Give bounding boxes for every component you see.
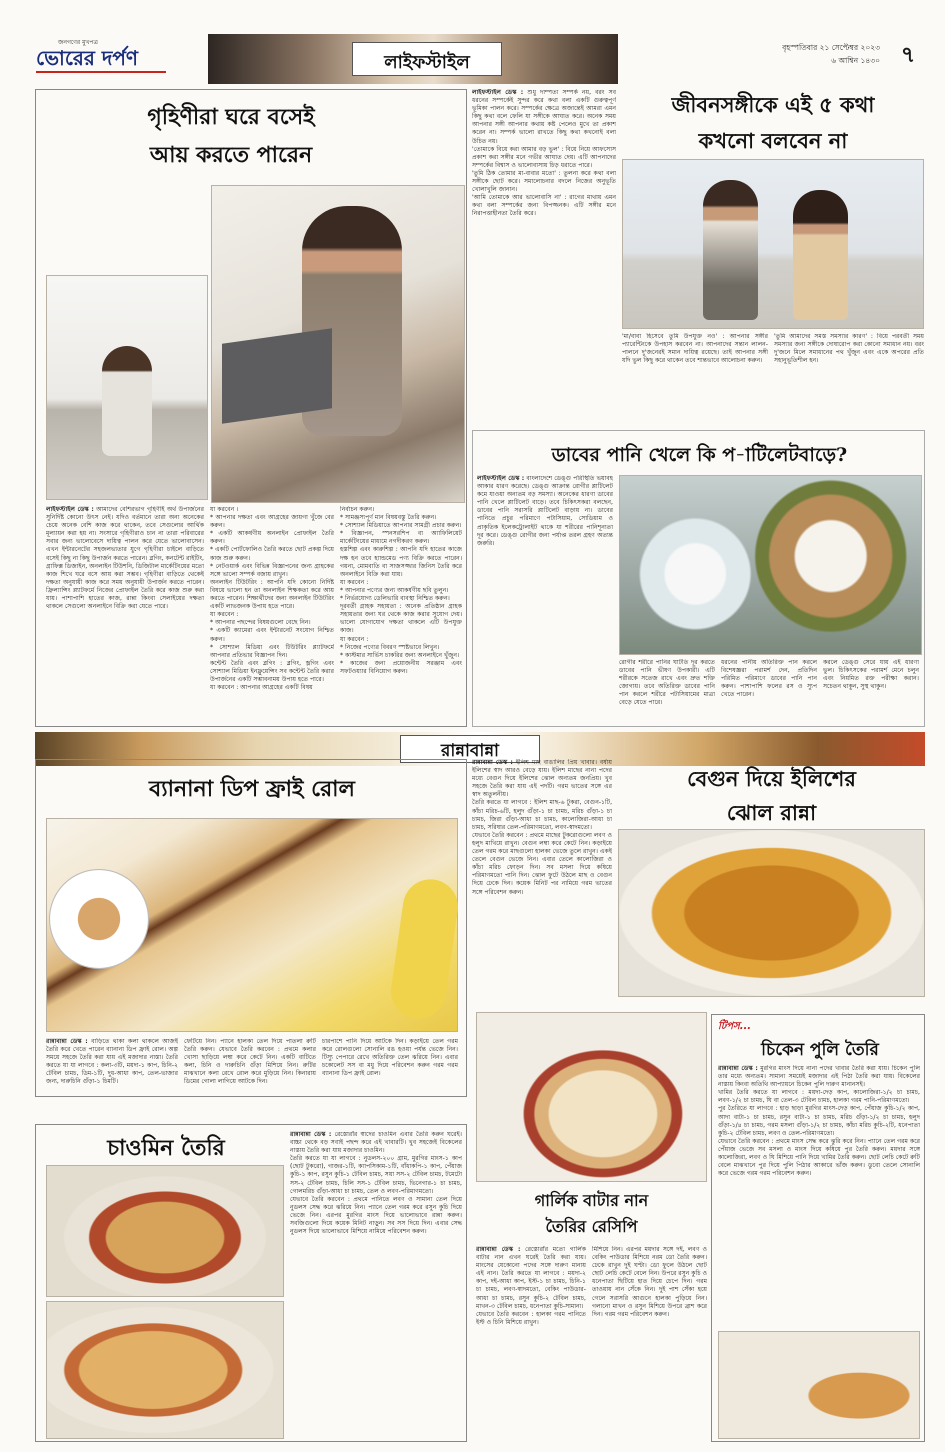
girl-figure (102, 346, 152, 456)
date-line-1: বৃহস্পতিবার ২১ সেপ্টেম্বর ২০২৩ (782, 43, 880, 52)
story-banana (35, 759, 467, 1097)
naan-photo (476, 1012, 707, 1182)
hilsa-headline-1: বেগুন দিয়ে ইলিশের (687, 766, 856, 791)
relationship-col1 (472, 89, 616, 419)
relationship-desk: লাইফস্টাইল ডেস্ক : (472, 89, 524, 96)
masthead-tagline: জনগণের মুখপত্র (58, 39, 98, 46)
coconut-col2: রোগীর শরীরে পানির ঘাটতি দূর করতে ডাবের পানি ভীষণ উপকারী। এটি শরীরকে সতেজ রাখে এবং দ্রুত শক্তি জোগায়। তবে অতিরিক্ত ডাবের পানি পান করলে শরীরে পটাসিয়ামের মাত্রা বেড়ে যেতে পারে। (619, 659, 715, 707)
income-col3: নির্বাচন করুন। * সামঞ্জস্যপূর্ণ মান বিষয়বস্তু তৈরি করুন। * সোশ্যাল মিডিয়াতে আপনার সামগ্রী প্রচার করুন। * বিজ্ঞাপন, স্পনসরশিপ বা অ্যাফিলিয়েট মার্কেটিংয়ের মাধ্যমে নগদীকরণ করুন। হস্তশিল্প এবং কারুশিল্প : আপনি যদি হাতের কাজে দক্ষ হন তবে হ্যান্ডমেড পণ্য বিক্রি করতে পারেন। গয়না, মোমবাতি বা সাজসজ্জার জিনিস তৈরি করে অনলাইনে বিক্রি করা যায়। যা করবেন : * আপনার পণ্যের জন্য আকর্ষণীয় ছবি তুলুন। * নির্ভরযোগ্য ডেলিভারি ব্যবস্থা নিশ্চিত করুন। দূরবর্তী গ্রাহক সহায়তা : অনেক প্রতিষ্ঠান গ্রাহক সহায়তার জন্য ঘর থেকে কাজ করার সুযোগ দেয়। ভালো যোগাযোগ দক্ষতা থাকলে এটি উপযুক্ত কাজ। যা করবেন : * নিজের পণ্যের বিবরণ স্পষ্টভাবে লিখুন। * কাস্টমার সার্ভিস চাকরির জন্য অনলাইনে খুঁজুন। * কাজের জন্য প্রয়োজনীয় সরঞ্জাম এবং সফটওয়্যার বিনিয়োগ করুন। (340, 506, 462, 675)
income-col1 (46, 506, 204, 724)
coconut-col4: করলে ডেঙ্গু সেরে যায় এই ধারণা ভুল। চিকিৎসকের পরামর্শ মেনে চলুন এবং নিয়মিত রক্ত পরীক্ষা করান। সচেতন থাকুন, সুস্থ থাকুন। (823, 659, 919, 691)
tips-tag: টিপস... (718, 1021, 752, 1032)
banana-col2: ফেটিয়ে নিন। প্যানে হালকা তেল দিয়ে পাতলা রুটি তৈরি করুন। যেভাবে তৈরি করবেন : প্রথমে কলার খোসা ছাড়িয়ে লম্বা করে কেটে নিন। একটি বাটিতে কলা, চিনি ও দারুচিনি গুঁড়া মিশিয়ে নিন। রুটির মাঝখানে কলা রেখে রোল করে মুড়িয়ে নিন। কিনারায় ডিমের গোলা লাগিয়ে আটকে দিন। (184, 1038, 316, 1086)
banana-headline: ব্যানানা ডিপ ফ্রাই রোল (149, 776, 355, 802)
chowmein-headline: চাওমিন তৈরি (107, 1135, 225, 1161)
coconut-body: বাংলাদেশে ডেঙ্গু পরিস্থিতি ভয়াবহ আকার ধারণ করেছে। ডেঙ্গু আক্রান্ত রোগীর প্লাটিলেট কমে যাওয়া অন্যতম বড় সমস্যা। অনেকের ধারণা ডাবের পানি খেলে প্লাটিলেট বাড়ে। তবে চিকিৎসকরা বলছেন, ডাবের পানি সরাসরি প্লাটিলেট বাড়ায় না। ডাবের পানিতে প্রচুর পরিমাণে পটাসিয়াম, সোডিয়াম ও প্রাকৃতিক ইলেকট্রোলাইট থাকে যা শরীরের পানিশূন্যতা দূর করে। ডেঙ্গু রোগীর জন্য পর্যাপ্ত তরল গ্রহণ অত্যন্ত জরুরি। (477, 475, 613, 547)
relationship-headline-1: জীবনসঙ্গীকে এই ৫ কথা (671, 92, 875, 117)
naan-col2: মিশিয়ে নিন। এরপর ময়দার সঙ্গে দই, লবণ ও বেকিং পাউডার মিশিয়ে নরম ডো তৈরি করুন। ঢেকে রাখুন দুই ঘণ্টা। ডো ফুলে উঠলে ছোট ছোট লেচি কেটে বেলে নিন। উপরে রসুন কুচি ও ধনেপাতা ছিটিয়ে হাত দিয়ে চেপে দিন। গরম তাওয়ায় নান সেঁকে নিন। দুই পাশ সেঁকা হয়ে গেলে সরাসরি আগুনে হালকা পুড়িয়ে নিন। গলানো মাখন ও রসুন মিশিয়ে উপরে ব্রাশ করে দিন। গরম গরম পরিবেশন করুন। (592, 1246, 707, 1318)
chowmein-photo-2 (46, 1301, 284, 1439)
coconut-col1 (477, 475, 613, 725)
coconut-desk: লাইফস্টাইল ডেস্ক : (477, 475, 525, 482)
masthead (0, 30, 945, 86)
chicken-puli-photo (718, 1331, 920, 1439)
income-body: আমাদের বেশিরভাগ গৃহিণীই অর্থ উপার্জনের সুনির্দিষ্ট কোনো উৎস নেই। যদিও বর্তমানে তারা অন্য অনেকের চেয়ে অনেক বেশি কাজ করে থাকেন, তবে সেগুলোর আর্থিক মূল্যায়ন করা হয় না। সংসারে গৃহিণীরাও চান না তারা পরিবারের সবার জন্য ভালোবেসে দায়িত্ব পালন করে যেতে ভালোবাসেন। এখন ইন্টারনেটের সহজলভ্যতার যুগে গৃহিণীরা চাইলে বাড়িতে বসেই কিছু না কিছু উপার্জন করতে পারেন। ব্লগিং, কনটেন্ট রাইটিং, গ্রাফিক্স ডিজাইন, অনলাইন টিউশনি, ডিজিটাল মার্কেটিংয়ের মতো কাজ শিখে ঘরে বসে আয় করা সম্ভব। গৃহিণীরা বাড়িতে থেকেই দক্ষতা অনুযায়ী কাজ করে সময় অনুযায়ী উপার্জন করতে পারেন। ফ্রিল্যান্সিং প্ল্যাটফর্মে নিজের প্রোফাইল তৈরি করে কাজ শুরু করা যায়। পাশাপাশি হাতের কাজ, রান্না কিংবা সেলাইয়ের দক্ষতা থাকলে সেগুলো অনলাইনে বিক্রি করা যেতে পারে। (46, 506, 204, 611)
hilsa-curry-photo (618, 829, 925, 997)
banana-body: বাড়িতে থাকা কলা থাকলে আজই তৈরি করে খেতে পারেন ব্যানানা ডিপ ফ্রাই রোল। অল্প সময়ে সহজে তৈরি করা যায় এই মজাদার নাস্তা। তৈরি করতে যা যা লাগবে : কলা-৩টি, ময়দা-১ কাপ, চিনি-২ টেবিল চামচ, ডিম-১টি, দুধ-আধা কাপ, তেল-ভাজার জন্য, দারুচিনি গুঁড়া-১ চিমটি। (46, 1038, 178, 1086)
hilsa-desk: রান্নাবান্না ডেস্ক : (472, 759, 513, 766)
story-chowmein (35, 1124, 467, 1442)
naan-col1 (476, 1246, 586, 1442)
logo-underline (36, 71, 166, 73)
girl-desk-photo (46, 275, 208, 500)
section-title: লাইফস্টাইল (384, 52, 470, 73)
banana-desk: রান্নাবান্না ডেস্ক : (46, 1038, 88, 1045)
naan-headline-1: গার্লিক বাটার নান (534, 1191, 649, 1210)
laptop (222, 328, 332, 423)
relationship-body: শুধু দাম্পত্য সম্পর্ক নয়, বরং সব ধরনের সম্পর্কেই সুন্দর করে কথা বলা একটি গুরুত্বপূর্ণ ভূমিকা পালন করে। সম্পর্কের ক্ষেত্রে অজান্তেই আমরা এমন কিছু কথা বলে ফেলি যা সঙ্গীকে আঘাত করে। অনেক সময় আপনার সঙ্গী আপনার কথায় কষ্ট পেলেও মুখে তা প্রকাশ করেন না। সম্পর্ক ভালো রাখতে কিছু কথা কখনোই বলা উচিত নয়। 'তোমাকে বিয়ে করা আমার বড় ভুল' : বিয়ে নিয়ে আফসোস প্রকাশ করা সঙ্গীর মনে গভীর আঘাত দেয়। এটি আপনাদের সম্পর্কের বিশ্বাস ও ভালোবাসায় চিড় ধরাতে পারে। 'তুমি ঠিক তোমার মা-বাবার মতো' : তুলনা করে কথা বলা সঙ্গীকে ছোট করে। সমালোচনার বদলে নিজের অনুভূতি খোলাখুলি জানান। 'আমি তোমাকে আর ভালোবাসি না' : রাগের মাথায় এমন কথা বলা সম্পর্কের জন্য বিপজ্জনক। এটি সঙ্গীর মনে নিরাপত্তাহীনতা তৈরি করে। (472, 89, 616, 218)
chowmein-col (290, 1131, 462, 1439)
coconut-headline: ডাবের পানি খেলে কি প-াটিলেটবাড়ে? (551, 444, 848, 466)
woman-figure-2 (793, 190, 848, 320)
ranna-title: রান্নাবান্না (441, 741, 499, 761)
inset-plate (49, 869, 149, 969)
story-income (35, 89, 467, 727)
story-coconut (472, 430, 925, 727)
banana-col1 (46, 1038, 178, 1096)
relationship-col3: 'তুমি আমাদের সমস্ত সমস্যার কারণ' : বিয়ে পরবর্তী সময় সমস্যার জন্য সঙ্গীকে দোষারোপ করা কোনো সমাধান নয়। বরং দু'জনে মিলে সমাধানের পথ খুঁজুন এবং একে অপরের প্রতি সহানুভূতিশীল হন। (774, 333, 924, 365)
chicken-desk: রান্নাবান্না ডেস্ক : (718, 1065, 758, 1072)
income-desk: লাইফস্টাইল ডেস্ক : (46, 506, 94, 513)
naan-desk: রান্নাবান্না ডেস্ক : (476, 1246, 521, 1253)
relationship-col2: 'মা/বাবা হিসেবে তুমি উপযুক্ত নও' : আপনার সঙ্গীর প্যারেন্টিংকে উপহাস করবেন না। আপনাদের সন্তান লালন-পালনে দু'জনেরই সমান দায়িত্ব রয়েছে। তাই আপনার সঙ্গী যদি ভুল কিছু করে থাকেন তবে শান্তভাবে আলোচনা করুন। (622, 333, 768, 365)
man-figure (703, 180, 758, 320)
paper-logo: ভোরের দর্পণ (36, 46, 138, 70)
chowmein-photo-1 (46, 1165, 284, 1297)
hilsa-headline-2: ঝোল রান্না (726, 800, 817, 825)
chicken-headline: চিকেন পুলি তৈরি (761, 1040, 879, 1060)
story-naan (472, 1012, 707, 1442)
relationship-headline-2: কখনো বলবেন না (698, 128, 848, 153)
woman-laptop-photo (211, 185, 465, 503)
story-hilsa (472, 759, 925, 999)
naan-body: রেস্তোরাঁর মতো গার্লিক বাটার নান এখন ঘরেই তৈরি করা যায়। মাংসের যেকোনো পদের সঙ্গে দারুণ মানায় এই নান। তৈরি করতে যা লাগবে : ময়দা-২ কাপ, দই-আধা কাপ, ইস্ট-১ চা চামচ, চিনি-১ চা চামচ, লবণ-স্বাদমতো, বেকিং পাউডার-আধা চা চামচ, রসুন কুচি-২ টেবিল চামচ, মাখন-৩ টেবিল চামচ, ধনেপাতা কুচি-সামান্য। যেভাবে তৈরি করবেন : হালকা গরম পানিতে ইস্ট ও চিনি মিশিয়ে রাখুন। (476, 1246, 586, 1326)
date-line-2: ৬ আশ্বিন ১৪৩০ (831, 56, 880, 65)
couple-photo (622, 159, 924, 329)
page-number: ৭ (900, 42, 916, 68)
chicken-col (718, 1065, 920, 1327)
banana-roll-photo (46, 818, 458, 1032)
income-headline-1: গৃহিণীরা ঘরে বসেই (147, 104, 315, 130)
chowmein-body: রেস্তোরাঁর স্বাদের চাওমিন এবার তৈরি করুন ঘরেই। বাচ্চা থেকে বড় সবাই পছন্দ করে এই খাবারটি। খুব সহজেই বিকেলের নাস্তায় তৈরি করা যায় মজাদার চাওমিন। তৈরি করতে যা যা লাগবে : নুডলস-২০০ গ্রাম, মুরগির মাংস-১ কাপ (ছোট টুকরো), গাজর-১টি, ক্যাপসিকাম-১টি, বাঁধাকপি-১ কাপ, পেঁয়াজ কুচি-১ কাপ, রসুন কুচি-১ টেবিল চামচ, সয়া সস-২ টেবিল চামচ, টমেটো সস-২ টেবিল চামচ, চিলি সস-১ টেবিল চামচ, ভিনেগার-১ চা চামচ, গোলমরিচ গুঁড়া-আধা চা চামচ, তেল ও লবণ-পরিমাণমতো। যেভাবে তৈরি করবেন : প্রথমে পানিতে লবণ ও সামান্য তেল দিয়ে নুডলস সেদ্ধ করে ঝরিয়ে নিন। প্যানে তেল গরম করে রসুন কুচি দিয়ে ভেজে নিন। এরপর মুরগির মাংস দিয়ে ভালোভাবে রান্না করুন। সবজিগুলো দিয়ে কয়েক মিনিট নাড়ুন। সব সস দিয়ে দিন। এবার সেদ্ধ নুডলস দিয়ে ভালোভাবে মিশিয়ে নামিয়ে পরিবেশন করুন। (290, 1131, 462, 1236)
story-chicken (711, 1014, 925, 1442)
story-relationship (472, 89, 924, 424)
chowmein-desk: রান্নাবান্না ডেস্ক : (290, 1131, 332, 1138)
banana-col3: চারপাশে পানি দিয়ে আটকে দিন। কড়াইয়ে তেল গরম করে রোলগুলো সোনালি রঙ হওয়া পর্যন্ত ভেজে নিন। টিস্যু পেপারে রেখে অতিরিক্ত তেল ঝরিয়ে নিন। এবার চকোলেট সস বা মধু দিয়ে পরিবেশন করুন গরম গরম ব্যানানা ডিপ ফ্রাই রোল। (322, 1038, 458, 1078)
hilsa-col (472, 759, 612, 997)
naan-headline-2: তৈরির রেসিপি (545, 1217, 638, 1236)
income-headline-2: আয় করতে পারেন (149, 142, 313, 168)
coconut-photo (619, 475, 922, 655)
income-col2: যা করবেন । * আপনার দক্ষতা এবং আগ্রহের জায়গা খুঁজে বের করুন। * একটি আকর্ষণীয় অনলাইন প্রোফাইল তৈরি করুন। * একটি পোর্টফোলিও তৈরি করতে ছোট প্রকল্প দিয়ে কাজ শুরু করুন। * নেটওয়ার্ক এবং বিভিন্ন বিজ্ঞাপনের জন্য গ্রাহকের সঙ্গে ভালো সম্পর্ক বজায় রাখুন। অনলাইন টিউটরিং : আপনি যদি কোনো নির্দিষ্ট বিষয়ে ভালো হন তা অনলাইন শিক্ষকতা করে আয় করতে পারেন। শিক্ষার্থীদের জন্য অনলাইন টিউটরিং একটি লাভজনক উপায় হতে পারে। যা করবেন : * আপনার পছন্দের বিষয়গুলো বেছে নিন। * একটি ক্যামেরা এবং ইন্টারনেট সংযোগ নিশ্চিত করুন। * সোশ্যাল মিডিয়া এবং টিউটরিং প্ল্যাটফর্মে আপনার প্রতিভার বিজ্ঞাপন দিন। কন্টেন্ট তৈরি এবং ব্লগিং : ব্লগিং, ভ্লগিং এবং সোশ্যাল মিডিয়া ইনফ্লুয়েন্সিং সব কন্টেন্ট তৈরি করার উপার্জনের একটি সম্ভাবনাময় উপায় হতে পারে। যা করবেন : আপনার আগ্রহের একটি বিষয় (210, 506, 334, 692)
coconut-col3: ধরনের পানীয় অতিরিক্ত পান করলে বিশেষজ্ঞরা পরামর্শ দেন, প্রতিদিন পরিমিত পরিমাণে ডাবের পানি পান করুন। পাশাপাশি ফলের রস ও স্যুপ খেতে পারেন। (721, 659, 817, 699)
banana-fruit (388, 876, 462, 1022)
chicken-body: মুরগির মাংস দিয়ে নানা পদের খাবার তৈরি করা যায়। চিকেন পুলি তার মধ্যে অন্যতম। সামান্য সময়েই মজাদার এই পিঠা তৈরি করা যায়। বিকেলের নাস্তায় কিংবা অতিথি আপ্যায়নে চিকেন পুলি দারুণ মানানসই। খামির তৈরি করতে যা লাগবে : ময়দা-দেড় কাপ, কালোজিরা-১/২ চা চামচ, লবণ-১/২ চা চামচ, ঘি বা তেল-৩ টেবিল চামচ, হালকা গরম পানি-পরিমাণমতো। পুর তৈরিতে যা লাগবে : হাড় ছাড়া মুরগির মাংস-দেড় কাপ, পেঁয়াজ কুচি-১/২ কাপ, আদা বাটা-১ চা চামচ, রসুন বাটা-১ চা চামচ, মরিচ গুঁড়া-১/২ চা চামচ, হলুদ গুঁড়া-১/৪ চা চামচ, গরম মসলা গুঁড়া-১/২ চা চামচ, কাঁচা মরিচ কুচি-২টি, ধনেপাতা কুচি-২ টেবিল চামচ, লবণ ও তেল-পরিমাণমতো। যেভাবে তৈরি করবেন : প্রথমে মাংস সেদ্ধ করে ঝুরি করে নিন। প্যানে তেল গরম করে পেঁয়াজ ভেজে সব মসলা ও মাংস দিয়ে কষিয়ে পুর তৈরি করুন। ময়দার সঙ্গে কালোজিরা, লবণ ও ঘি মিশিয়ে পানি দিয়ে খামির তৈরি করুন। ছোট লেচি কেটে রুটি বেলে মাঝখানে পুর দিয়ে পুলি পিঠার আকারে ভাঁজ করুন। ডুবো তেলে সোনালি করে ভেজে গরম গরম পরিবেশন করুন। (718, 1065, 920, 1178)
hilsa-body: ইলিশ মাছ বাঙালির প্রিয় খাবার। বর্ষায় ইলিশের স্বাদ আরও বেড়ে যায়। ইলিশ মাছের নানা পদের মধ্যে বেগুন দিয়ে ইলিশের ঝোল অন্যতম জনপ্রিয়। খুব সহজে তৈরি করা যায় এই পদটি। গরম ভাতের সঙ্গে এর স্বাদ অতুলনীয়। তৈরি করতে যা লাগবে : ইলিশ মাছ-৬ টুকরা, বেগুন-১টি, কাঁচা মরিচ-৬টি, হলুদ গুঁড়া-১ চা চামচ, মরিচ গুঁড়া-১ চা চামচ, জিরা গুঁড়া-আধা চা চামচ, কালোজিরা-আধা চা চামচ, সরিষার তেল-পরিমাণমতো, লবণ-স্বাদমতো। যেভাবে তৈরি করবেন : প্রথমে মাছের টুকরোগুলো লবণ ও হলুদ মাখিয়ে রাখুন। বেগুন লম্বা করে কেটে নিন। কড়াইয়ে তেল গরম করে মাছগুলো হালকা ভেজে তুলে রাখুন। একই তেলে বেগুন ভেজে নিন। এবার তেলে কালোজিরা ও কাঁচা মরিচ ফোড়ন দিন। সব মসলা দিয়ে কষিয়ে পরিমাণমতো পানি দিন। ঝোল ফুটে উঠলে মাছ ও বেগুন দিয়ে ঢেকে দিন। কয়েক মিনিট পর নামিয়ে গরম ভাতের সঙ্গে পরিবেশন করুন। (472, 759, 612, 896)
